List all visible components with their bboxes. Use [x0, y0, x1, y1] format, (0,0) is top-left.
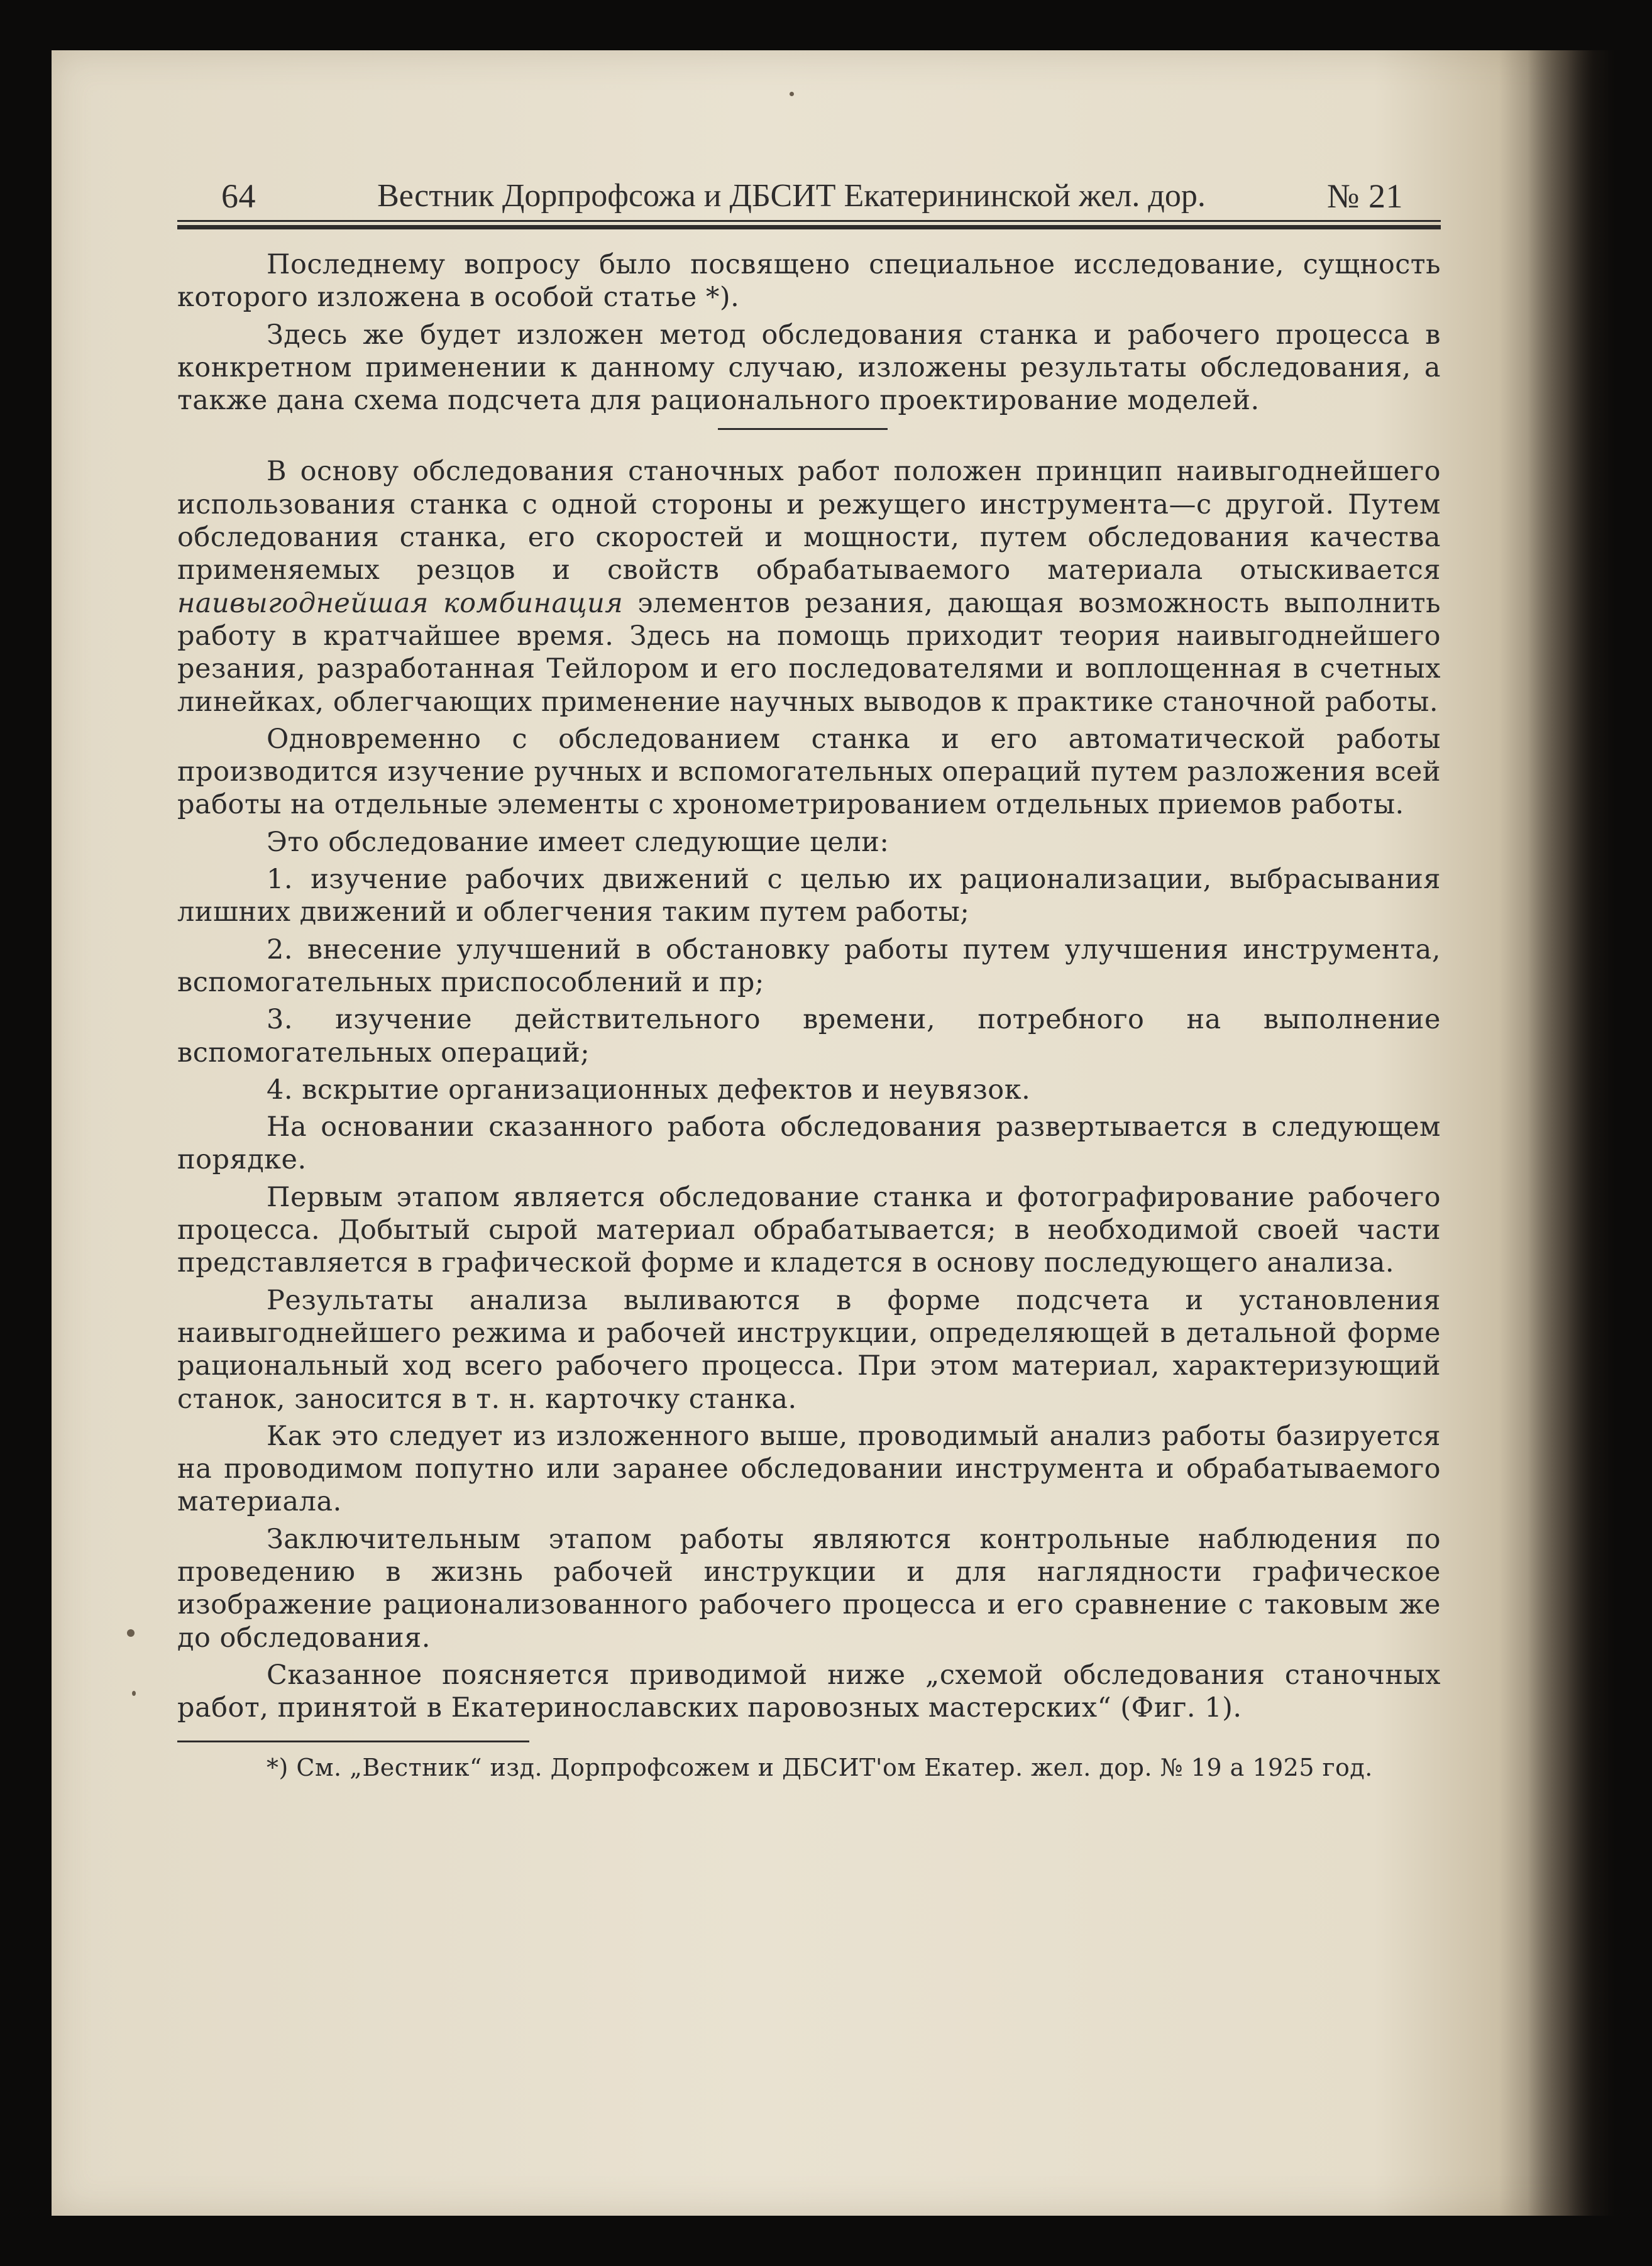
list-item: 2. внесение улучшений в обстановку работы путем улучшения инструмента, вспомогательных приспособлений и пр;	[177, 933, 1441, 998]
running-header	[177, 170, 1441, 216]
section-separator	[718, 428, 888, 430]
footnote-separator	[177, 1741, 529, 1742]
paragraph: Заключительным этапом работы являются контрольные наблюдения по проведению в жизнь рабочей инструкции и для наглядности графическое изображение рационализованного рабочего процесса и его сравнение с таковым же до обследования.	[177, 1523, 1441, 1654]
paragraph: Одновременно с обследованием станка и его автоматической работы производится изучение ручных и вспомогательных операций путем разложения всей работы на отдельные элементы с хронометрированием отдельных приемов работы.	[177, 723, 1441, 821]
paragraph: Сказанное поясняется приводимой ниже „схемой обследования станочных работ, принятой в Екатеринославских паровозных мастерских“ (Фиг. 1).	[177, 1659, 1441, 1724]
paragraph: Как это следует из изложенного выше, проводимый анализ работы базируется на проводимом попутно или заранее обследовании инструмента и обрабатываемого материала.	[177, 1420, 1441, 1518]
paragraph: Здесь же будет изложен метод обследования станка и рабочего процесса в конкретном применении к данному случаю, изложены результаты обследования, а также дана схема подсчета для рационального проектирование моделей.	[177, 319, 1441, 417]
book-spine-shadow	[1528, 50, 1616, 2216]
paper-speck	[790, 92, 794, 96]
paper-speck	[127, 1629, 135, 1637]
header-rule-thick	[177, 225, 1441, 229]
basis-text-end: элементов резания, дающая возможность выполнить работу в кратчайшее время. Здесь на помощь приходит теория наивыгоднейшего резания, разработанная Тейлором и его последователями и воплощенная в счетных линейках, облегчающих применение научных выводов к практике станочной работы.	[177, 587, 1441, 718]
list-item: 1. изучение рабочих движений с целью их рационализации, выбрасывания лишних движений и облегчения таким путем работы;	[177, 864, 1441, 928]
paragraph-basis	[177, 455, 1441, 718]
paragraph: На основании сказанного работа обследования развертывается в следующем порядке.	[177, 1111, 1441, 1176]
header-rule-thin	[177, 220, 1441, 222]
list-item: 4. вскрытие организационных дефектов и неувязок.	[267, 1074, 1031, 1106]
journal-title: Вестник Дорпрофсожа и ДБСИТ Екатерининской жел. дор.	[377, 178, 1206, 214]
basis-text-start: В основу обследования станочных работ положен принцип наивыгоднейшего использования станка с одной стороны и режущего инструмента—с другой. Путем обследования станка, его скоростей и мощности, путем обследования качества применяемых резцов и свойств обрабатываемого материала отыскивается	[177, 456, 1441, 586]
paper-speck	[132, 1691, 136, 1696]
page-number: 64	[221, 177, 256, 215]
list-item: 3. изучение действительного времени, потребного на выполнение вспомогательных операций;	[177, 1004, 1441, 1069]
page-content	[177, 170, 1441, 1786]
paragraph: Последнему вопросу было посвящено специальное исследование, сущность которого изложена в особой статье *).	[177, 249, 1441, 314]
article-body	[177, 248, 1441, 1781]
paragraph: Это обследование имеет следующие цели:	[267, 826, 889, 858]
issue-number: № 21	[1326, 177, 1403, 215]
paragraph: Результаты анализа выливаются в форме подсчета и установления наивыгоднейшего режима и рабочей инструкции, определяющей в детальной форме рациональный ход всего рабочего процесса. При этом материал, характеризующий станок, заносится в т. н. карточку станка.	[177, 1284, 1441, 1415]
emphasis-text: наивыгоднейшая комбинация	[177, 587, 624, 619]
footnote: *) См. „Вестник“ изд. Дорпрофсожем и ДБСИТ'ом Екатер. жел. дор. № 19 а 1925 год.	[267, 1754, 1373, 1782]
paragraph: Первым этапом является обследование станка и фотографирование рабочего процесса. Добытый сырой материал обрабатывается; в необходимой своей части представляется в графической форме и кладется в основу последующего анализа.	[177, 1181, 1441, 1279]
